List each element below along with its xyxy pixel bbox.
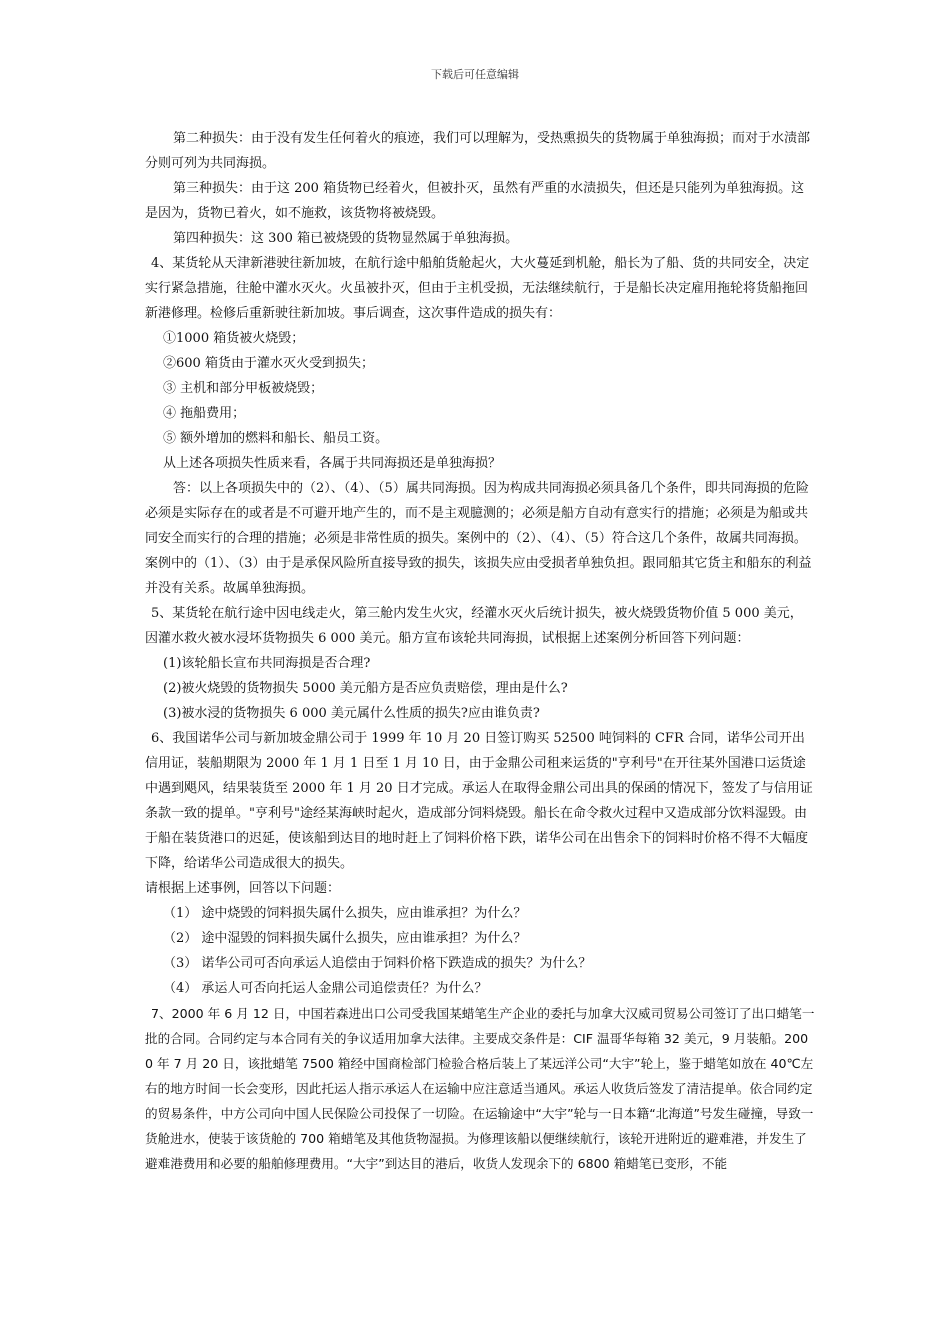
case-4-question: 从上述各项损失性质来看，各属于共同海损还是单独海损？ (163, 456, 502, 471)
case-4-item-3: ③ 主机和部分甲板被烧毁； (163, 381, 324, 396)
case-6-question-2: （2） 途中湿毁的饲料损失属什么损失，应由谁承担？为什么？ (163, 931, 527, 946)
page-header: 下载后可任意编辑 (431, 68, 519, 81)
case-7-text: 7、2000 年 6 月 12 日，中国若森进出口公司受我国某蜡笔生产企业的委托与加拿大汉威司贸易公司签订了出口蜡笔一批的合同。合同约定与本合同有关的争议适用加拿大法律。主要成交条件是：CIF 温哥华每箱 32 美元，9 月装船。2000 年 7 月 20 日，该批蜡笔 7500 箱经中国商检部门检验合格后装上了某远洋公司“大宇”轮上，鉴于蜡笔如放在 40℃左右的地方时间一长会变形，因此托运人指示承运人在运输中应注意适当通风。承运人收货后签发了清洁提单。依合同约定的贸易条件，中方公司向中国人民保险公司投保了一切险。在运输途中“大宇”轮与一日本籍“北海道”号发生碰撞，导致一货舱进水，使装于该货舱的 700 箱蜡笔及其他货物湿损。为修理该船以便继续航行，该轮开进附近的避难港，并发生了避难港费用和必要的船舶修理费用。“大宇”到达目的港后，收货人发现余下的 6800 箱蜡笔已变形，不能 (145, 1006, 815, 1171)
case-5-question-2: (2)被火烧毁的货物损失 5000 美元船方是否应负责赔偿，理由是什么? (163, 681, 568, 696)
case-4-item-1: ①1000 箱货被火烧毁； (163, 331, 305, 346)
paragraph-loss-4: 第四种损失：这 300 箱已被烧毁的货物显然属于单独海损。 (173, 231, 519, 246)
paragraph-loss-3: 第三种损失：由于这 200 箱货物已经着火，但被扑灭，虽然有严重的水渍损失，但还是只能列为单独海损。这是因为，货物已着火，如不施救，该货物将被烧毁。 (145, 181, 805, 221)
case-6-text: 6、我国诺华公司与新加坡金鼎公司于 1999 年 10 月 20 日签订购买 52500 吨饲料的 CFR 合同，诺华公司开出信用证，装船期限为 2000 年 1 月 1 日至 1 月 10 日，由于金鼎公司租来运货的"亨利号"在开往某外国港口运货途中遇到飓风，结果装货至 2000 年 1 月 20 日才完成。承运人在取得金鼎公司出具的保函的情况下，签发了与信用证条款一致的提单。"亨利号"途经某海峡时起火，造成部分饲料烧毁。船长在命令救火过程中又造成部分饮料湿毁。由于船在装货港口的迟延，使该船到达目的地时赶上了饲料价格下跌，诺华公司在出售余下的饲料时价格不得不大幅度下降，给诺华公司造成很大的损失。 (145, 731, 813, 871)
case-5-text: 5、某货轮在航行途中因电线走火，第三舱内发生火灾，经灌水灭火后统计损失，被火烧毁货物价值 5 000 美元，因灌水救火被水浸坏货物损失 6 000 美元。船方宣布该轮共同海损，试根据上述案例分析回答下列问题： (145, 606, 803, 646)
case-6-prompt: 请根据上述事例，回答以下问题： (145, 881, 341, 896)
case-4-item-2: ②600 箱货由于灌水灭火受到损失； (163, 356, 374, 371)
case-6-question-1: （1） 途中烧毁的饲料损失属什么损失，应由谁承担？为什么？ (163, 906, 527, 921)
case-4-item-5: ⑤ 额外增加的燃料和船长、船员工资。 (163, 431, 389, 446)
case-4-text: 4、某货轮从天津新港驶往新加坡，在航行途中船舶货舱起火，大火蔓延到机舱，船长为了船、货的共同安全，决定实行紧急措施，往舱中灌水灭火。火虽被扑灭，但由于主机受损，无法继续航行，于是船长决定雇用拖轮将货船拖回新港修理。检修后重新驶往新加坡。事后调查，这次事件造成的损失有： (145, 256, 810, 321)
case-6-question-4: （4） 承运人可否向托运人金鼎公司追偿责任？为什么？ (163, 981, 488, 996)
case-6-question-3: （3） 诺华公司可否向承运人追偿由于饲料价格下跌造成的损失？为什么？ (163, 956, 592, 971)
case-5-question-3: (3)被水浸的货物损失 6 000 美元属什么性质的损失?应由谁负责? (163, 706, 540, 721)
case-4-answer: 答：以上各项损失中的（2）、（4）、（5）属共同海损。因为构成共同海损必须具备几个条件，即共同海损的危险必须是实际存在的或者是不可避开地产生的，而不是主观臆测的；必须是船方自动有意实行的措施；必须是为船或共同安全而实行的合理的措施；必须是非常性质的损失。案例中的（2）、（4）、（5）符合这几个条件，故属共同海损。案例中的（1）、（3）由于是承保风险所直接导致的损失，该损失应由受损者单独负担。跟同船其它货主和船东的利益并没有关系。故属单独海损。 (145, 481, 812, 596)
paragraph-loss-2: 第二种损失：由于没有发生任何着火的痕迹，我们可以理解为，受热熏损失的货物属于单独海损；而对于水渍部分则可列为共同海损。 (145, 131, 811, 171)
document-body (145, 126, 815, 1176)
case-4-item-4: ④ 拖船费用； (163, 406, 246, 421)
case-5-question-1: (1)该轮船长宣布共同海损是否合理? (163, 656, 371, 671)
